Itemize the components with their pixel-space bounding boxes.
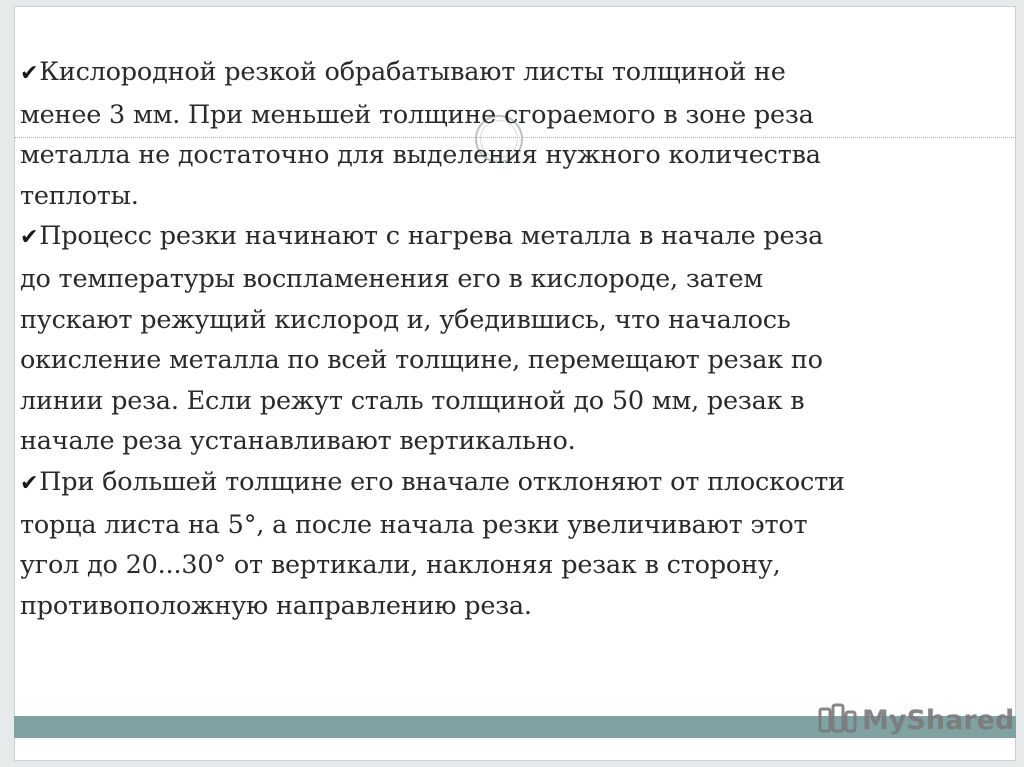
bullet-paragraph-1: [20, 52, 1010, 216]
text-line: Процесс резки начинают с нагрева металла в начале реза: [39, 221, 824, 252]
text-line: торца листа на 5°, а после начала резки увеличивают этот: [20, 509, 808, 540]
text-line: линии реза. Если режут сталь толщиной до 50 мм, резак в: [20, 385, 805, 416]
text-line: Кислородной резкой обрабатывают листы толщиной не: [39, 57, 786, 87]
text-line: менее 3 мм. При меньшей толщине сгораемого в зоне реза: [20, 99, 814, 130]
text-line: противоположную направлению реза.: [20, 590, 532, 621]
text-line: до температуры воспламенения его в кислороде, затем: [20, 263, 763, 294]
slide-body-text: [20, 52, 1010, 626]
text-line: угол до 20...30° от вертикали, наклоняя резак в сторону,: [20, 550, 781, 581]
text-line: При большей толщине его вначале отклоняют от плоскости: [39, 466, 845, 497]
text-line: теплоты.: [20, 180, 139, 211]
myshared-logo-icon: [818, 703, 858, 737]
watermark-text: MyShared: [862, 704, 1015, 736]
check-mark-icon: ✔: [20, 225, 39, 251]
text-line: металла не достаточно для выделения нужного количества: [20, 140, 821, 171]
text-line: начале реза устанавливают вертикально.: [20, 426, 576, 457]
check-mark-icon: ✔: [20, 61, 39, 86]
bullet-paragraph-3: [20, 462, 1010, 626]
text-line: окисление металла по всей толщине, перемещают резак по: [20, 345, 823, 376]
myshared-watermark: [818, 700, 1014, 740]
bullet-paragraph-2: [20, 216, 1010, 462]
text-line: пускают режущий кислород и, убедившись, что началось: [20, 304, 791, 335]
check-mark-icon: ✔: [20, 470, 39, 496]
